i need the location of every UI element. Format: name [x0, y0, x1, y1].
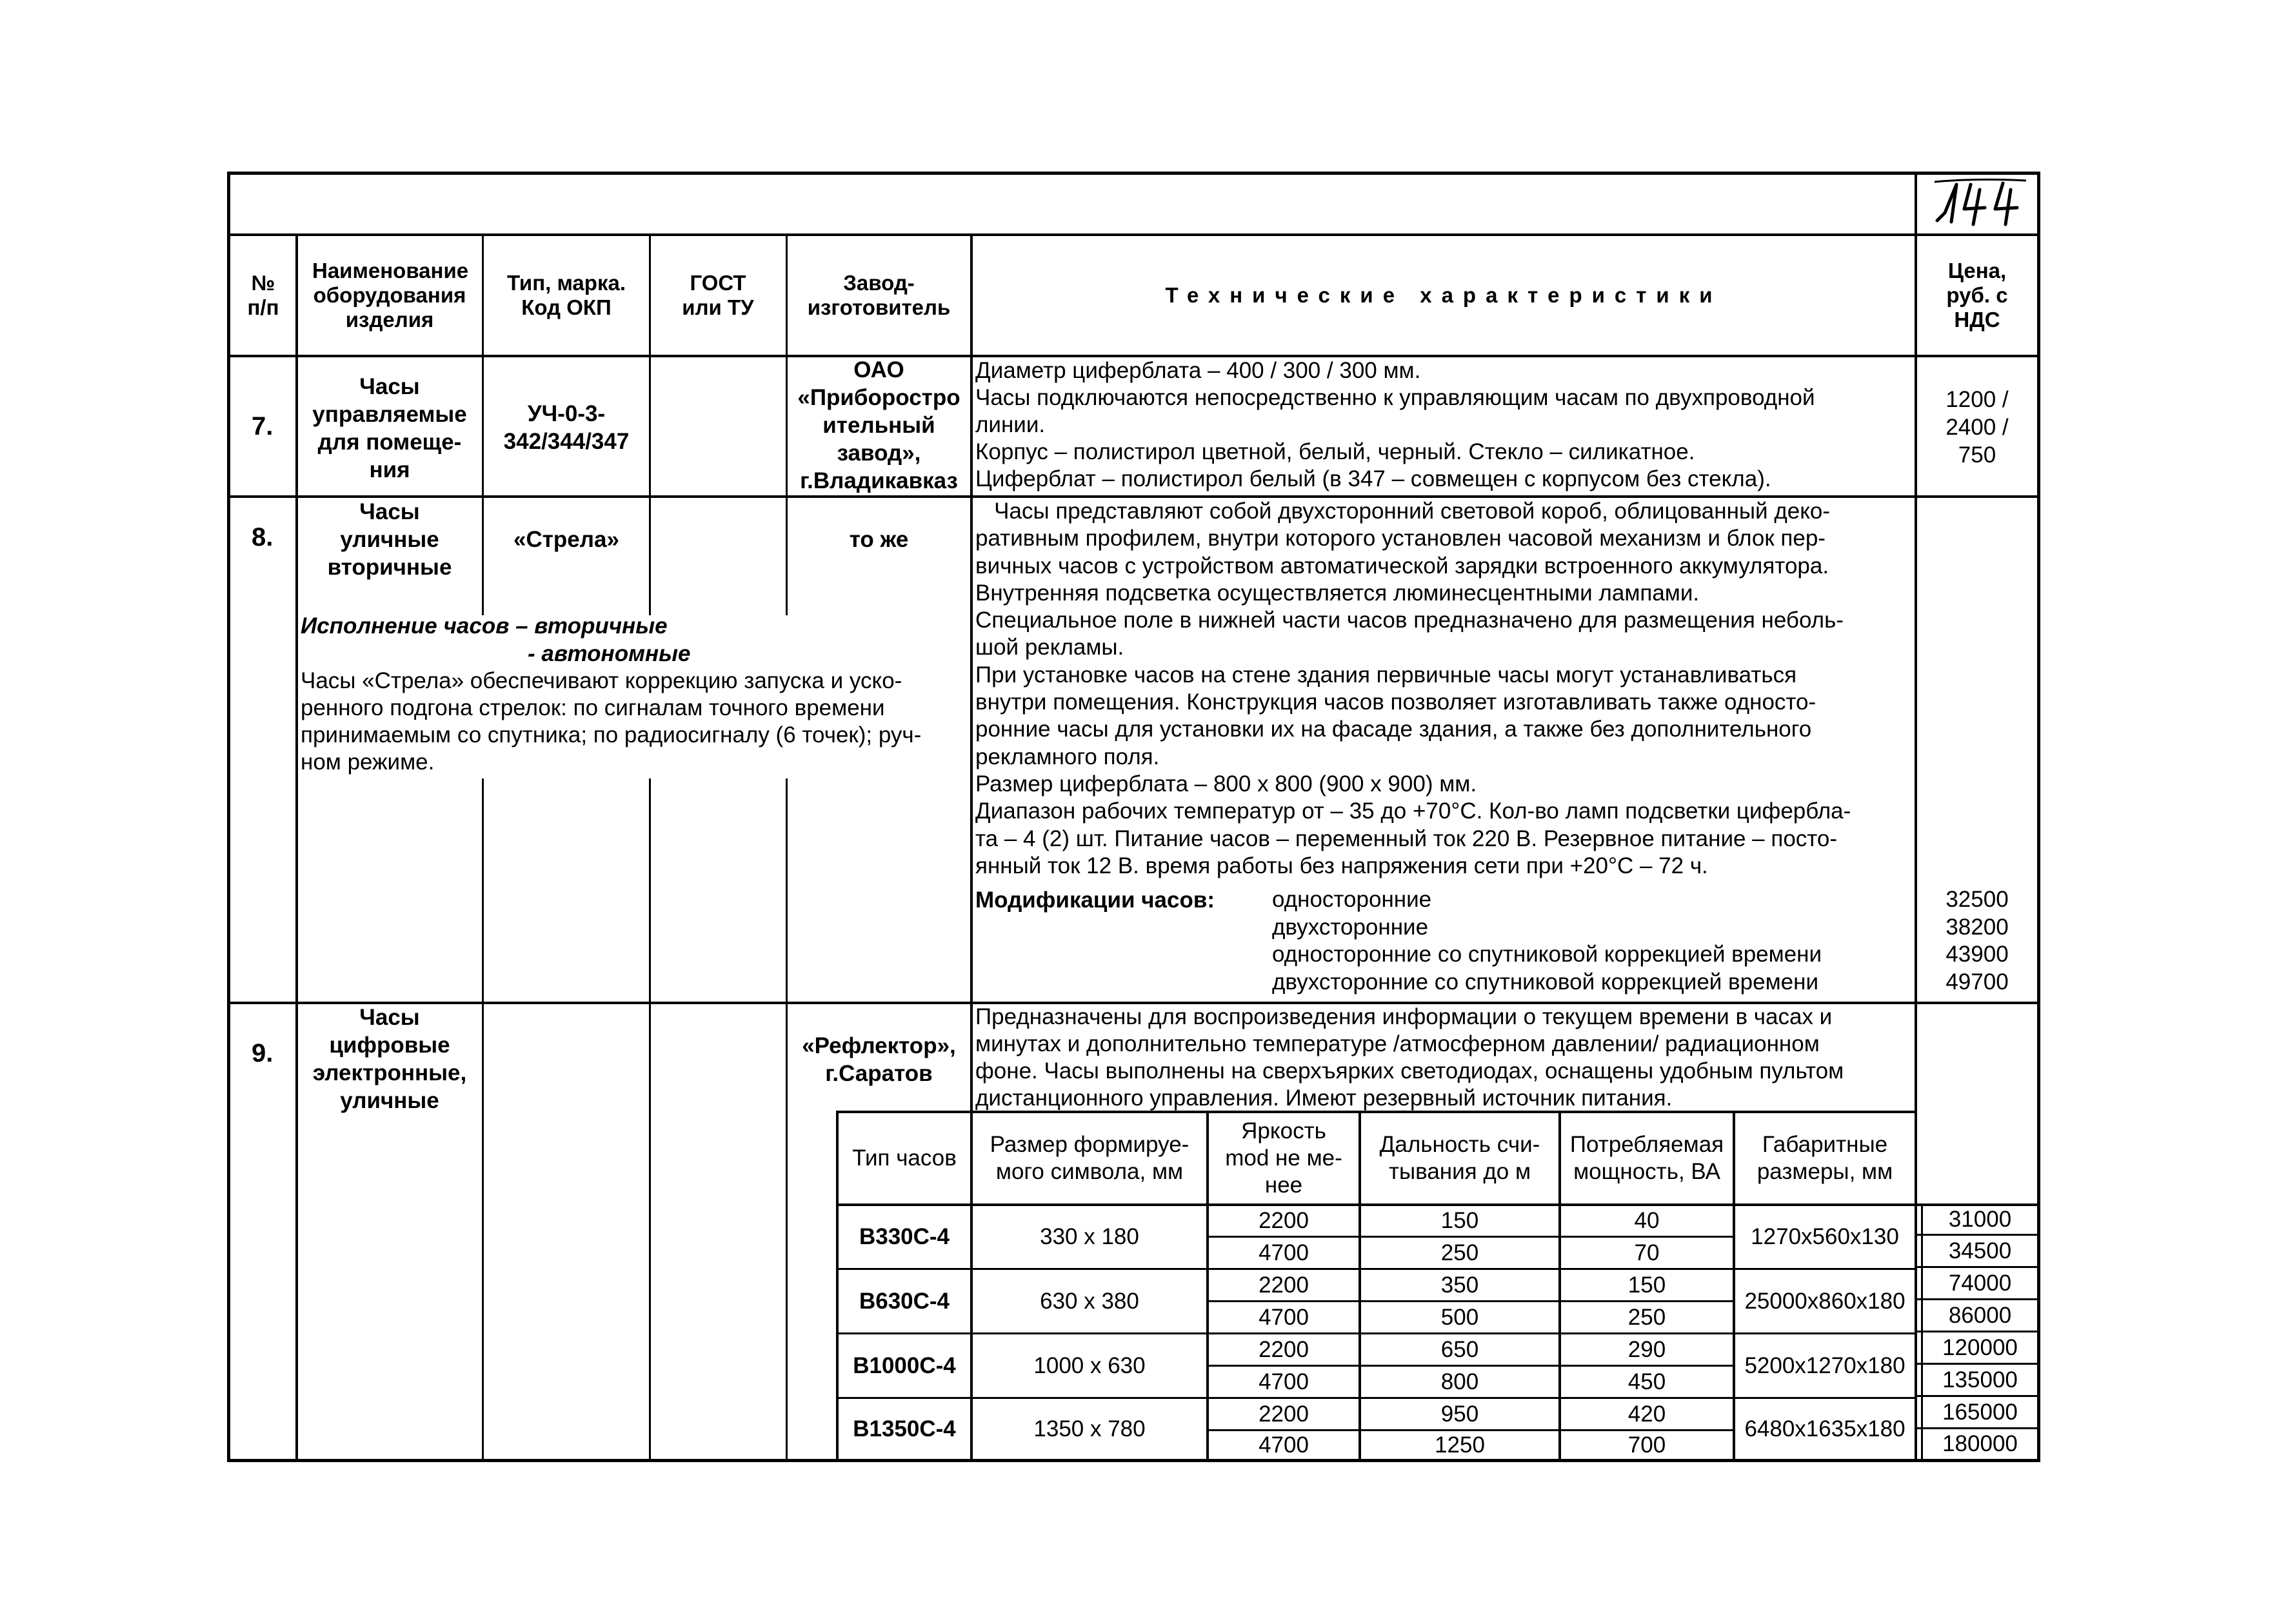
row8-tech-line-8: внутри помещения. Конструкция часов позволяет изготавливать также односто-	[975, 689, 1816, 715]
row7-number: 7.	[252, 412, 274, 441]
model-2-r2-brightness: 4700	[1259, 1304, 1309, 1330]
model-1-type: В330С-4	[859, 1224, 950, 1249]
row9-number: 9.	[252, 1039, 274, 1067]
row8-tech-line-9: ронние часы для установки их на фасаде здания, а также без дополнительного	[975, 717, 1812, 742]
frame-left	[227, 172, 230, 1462]
model-4-r2-price: 180000	[1942, 1431, 2018, 1456]
row8-mod-price-4: 49700	[1946, 969, 2009, 995]
row7-name-line-4: ния	[369, 457, 410, 482]
row8-mod-price-1: 32500	[1946, 887, 2009, 912]
model-1-r1-power: 40	[1634, 1208, 1660, 1233]
row8-mod-1: односторонние	[1272, 887, 1432, 912]
page-number	[1926, 173, 2035, 232]
col-line-2b	[482, 778, 484, 1461]
row8-mod-label: Модификации часов:	[975, 887, 1215, 913]
model-2-r2-power: 250	[1627, 1304, 1666, 1330]
row8-mod-price-3: 43900	[1946, 942, 2009, 967]
row9-tech-line-4: дистанционного управления. Имеют резервный источник питания.	[975, 1085, 1673, 1111]
row8-mod-4: двухсторонние со спутниковой коррекцией времени	[1272, 969, 1818, 995]
row8-exec-sub: - автономные	[528, 641, 691, 666]
model-3-r2-brightness: 4700	[1259, 1369, 1309, 1394]
row9-tech-line-2: минутах и дополнительно температуре /атмосферном давлении/ радиационном	[975, 1031, 1820, 1056]
row7-maker-line-3: ительный	[822, 413, 935, 438]
model-1-r1-price: 31000	[1948, 1207, 2012, 1232]
header-maker: Завод-изготовитель	[807, 271, 951, 319]
col-line-4b	[786, 778, 788, 1461]
row7-tech	[975, 357, 1911, 493]
row8-tech-line-13: та – 4 (2) шт. Питание часов – переменный ток 220 В. Резервное питание – посто-	[975, 826, 1838, 851]
page-number-box-divider	[1915, 172, 1917, 236]
model-3-dims: 5200х1270х180	[1744, 1352, 1906, 1378]
row7-type-line-1: УЧ-0-3-	[527, 401, 606, 426]
row7-name-line-2: управляемые	[312, 402, 467, 427]
row8-tech-line-2: ративным профилем, внутри которого установлен часовой механизм и блок пер-	[975, 526, 1826, 551]
col-line-5	[970, 235, 973, 1112]
model-2-r2-price: 86000	[1948, 1302, 2012, 1328]
row8-desc-line-1: Часы «Стрела» обеспечивают коррекцию запуска и уско-	[301, 668, 902, 693]
model-4-size: 1350 х 780	[1033, 1416, 1146, 1441]
row8-exec-title: Исполнение часов – вторичные	[301, 613, 668, 639]
model-1-r1-distance: 150	[1440, 1208, 1479, 1233]
model-1-r2-price: 34500	[1948, 1238, 2012, 1263]
model-4-r2-power: 700	[1627, 1432, 1666, 1458]
row8-mod-3: односторонние со спутниковой коррекцией времени	[1272, 942, 1822, 967]
row7-name	[298, 373, 481, 484]
subtable-header-brightness: Яркость mod не ме-нее	[1225, 1118, 1342, 1198]
model-3-r1-distance: 650	[1440, 1336, 1479, 1362]
model-4-type: В1350С-4	[853, 1416, 956, 1441]
header-price: Цена, руб. с НДС	[1946, 259, 2008, 332]
row9-tech	[975, 1004, 1911, 1112]
frame-right	[2037, 172, 2040, 1462]
header-number: № п/п	[247, 271, 279, 319]
header-type: Тип, марка. Код ОКП	[507, 271, 626, 319]
model-3-r1-price: 120000	[1942, 1334, 2018, 1360]
row8-desc-line-4: ном режиме.	[301, 749, 435, 775]
header-gost: ГОСТ или ТУ	[682, 271, 754, 319]
row8-desc-line-2: ренного подгона стрелок: по сигналам точного времени	[301, 695, 885, 720]
model-1-r2-brightness: 4700	[1259, 1240, 1309, 1265]
row8-maker: то же	[849, 527, 909, 552]
row8-name	[298, 498, 481, 581]
row8-name-line-3: вторичные	[327, 555, 452, 580]
row8-tech-line-3: вичных часов с устройством автоматической зарядки встроенного аккумулятора.	[975, 553, 1829, 579]
model-2-r1-power: 150	[1627, 1272, 1666, 1298]
model-3-r2-power: 450	[1627, 1369, 1666, 1394]
row7-name-line-1: Часы	[359, 374, 420, 399]
row8-name-line-2: уличные	[340, 527, 439, 552]
model-4-r1-price: 165000	[1942, 1399, 2018, 1425]
header-tech: Технические характеристики	[1165, 283, 1722, 307]
row7-maker	[788, 356, 970, 495]
row7-price-line-2: 2400 /	[1946, 415, 2009, 440]
row9-name-line-4: уличные	[340, 1088, 439, 1113]
model-1-r2-distance: 250	[1440, 1240, 1479, 1265]
subtable-header-type: Тип часов	[852, 1145, 957, 1171]
row9-name-line-2: цифровые	[329, 1033, 450, 1058]
subtable-header-distance: Дальность счи-тывания до м	[1379, 1132, 1540, 1184]
row7-price	[1917, 386, 2037, 469]
row9-name-line-3: электронные,	[312, 1060, 467, 1085]
row7-price-line-3: 750	[1958, 442, 1996, 468]
subtable-header-dims: Габаритные размеры, мм	[1757, 1132, 1893, 1184]
model-3-r2-price: 135000	[1942, 1367, 2018, 1392]
handwritten-page-number	[1932, 175, 2029, 230]
row7-price-line-1: 1200 /	[1946, 387, 2009, 412]
model-2-r1-distance: 350	[1440, 1272, 1479, 1298]
row8-mod-2: двухсторонние	[1272, 914, 1429, 940]
model-2-r1-brightness: 2200	[1259, 1272, 1309, 1298]
row8-name-line-1: Часы	[359, 499, 420, 524]
row7-tech-line-4: Корпус – полистирол цветной, белый, черный. Стекло – силикатное.	[975, 439, 1695, 464]
row8-type: «Стрела»	[513, 527, 619, 552]
frame-top	[227, 172, 2040, 175]
row7-tech-line-2: Часы подключаются непосредственно к управляющим часам по двухпроводной	[975, 385, 1815, 410]
row9-maker-line-2: г.Саратов	[825, 1061, 933, 1086]
model-4-r1-distance: 950	[1440, 1401, 1479, 1427]
model-2-size: 630 х 380	[1040, 1288, 1139, 1314]
model-3-r1-power: 290	[1627, 1336, 1666, 1362]
row8-mods	[1272, 886, 1911, 996]
row9-maker	[788, 1032, 970, 1087]
row7-type	[484, 400, 649, 455]
row7-maker-line-5: г.Владикавказ	[800, 468, 958, 493]
model-2-dims: 25000х860х180	[1744, 1288, 1906, 1314]
model-2-r2-distance: 500	[1440, 1304, 1479, 1330]
row7-maker-line-4: завод»,	[837, 441, 921, 466]
model-3-r2-distance: 800	[1440, 1369, 1479, 1394]
row8-desc-line-3: принимаемым со спутника; по радиосигналу (6 точек); руч-	[301, 722, 922, 748]
model-3-type: В1000С-4	[853, 1352, 956, 1378]
model-4-dims: 6480х1635х180	[1744, 1416, 1906, 1441]
row7-type-line-2: 342/344/347	[503, 429, 630, 454]
model-3-size: 1000 х 630	[1033, 1352, 1146, 1378]
row8-number: 8.	[252, 523, 274, 551]
row9-maker-line-1: «Рефлектор»,	[802, 1033, 956, 1058]
row8-mod-prices	[1917, 886, 2037, 996]
model-4-r2-brightness: 4700	[1259, 1432, 1309, 1458]
row7-name-line-3: для помеще-	[317, 430, 462, 455]
frame-bottom	[227, 1459, 2040, 1462]
row8-tech-line-6: шой рекламы.	[975, 635, 1124, 660]
row7-tech-line-3: линии.	[975, 412, 1046, 437]
row8-tech	[975, 498, 1911, 880]
row8-tech-line-5: Специальное поле в нижней части часов предназначено для размещения неболь-	[975, 608, 1844, 633]
model-4-r1-brightness: 2200	[1259, 1401, 1309, 1427]
row8-tech-line-1: Часы представляют собой двухсторонний световой короб, облицованный деко-	[975, 499, 1831, 524]
model-1-r1-brightness: 2200	[1259, 1208, 1309, 1233]
model-4-r2-distance: 1250	[1435, 1432, 1485, 1458]
model-1-r2-power: 70	[1634, 1240, 1660, 1265]
subtable-header-power: Потребляемая мощность, ВА	[1569, 1132, 1724, 1184]
row7-maker-line-2: «Приборостро	[797, 385, 960, 410]
col-line-3b	[649, 778, 651, 1461]
row8-tech-line-7: При установке часов на стене здания первичные часы могут устанавливаться	[975, 662, 1797, 688]
row8-tech-line-11: Размер циферблата – 800 х 800 (900 х 900) мм.	[975, 771, 1477, 797]
row9-name-line-1: Часы	[359, 1005, 420, 1030]
subtable-col-price	[1915, 1111, 1917, 1461]
row8-tech-line-12: Диапазон рабочих температур от – 35 до +70°С. Кол-во ламп подсветки цифербла-	[975, 798, 1851, 824]
model-1-dims: 1270х560х130	[1751, 1224, 1899, 1249]
header-name: Наименование оборудования изделия	[312, 259, 469, 332]
row9-tech-line-1: Предназначены для воспроизведения информации о текущем времени в часах и	[975, 1004, 1833, 1029]
model-4-r1-power: 420	[1627, 1401, 1666, 1427]
model-2-r1-price: 74000	[1948, 1270, 2012, 1296]
row8-tech-line-10: рекламного поля.	[975, 744, 1160, 769]
row8-tech-line-14: янный ток 12 В. время работы без напряжения сети при +20°С – 72 ч.	[975, 853, 1708, 878]
model-3-r1-brightness: 2200	[1259, 1336, 1309, 1362]
row9-name	[298, 1004, 481, 1114]
row9-tech-line-3: фоне. Часы выполнены на сверхъярких светодиодах, оснащены удобным пультом	[975, 1058, 1844, 1084]
model-2-type: В630С-4	[859, 1288, 950, 1314]
model-1-size: 330 х 180	[1040, 1224, 1139, 1249]
row8-tech-line-4: Внутренняя подсветка осуществляется люминесцентными лампами.	[975, 580, 1700, 606]
row8-mod-price-2: 38200	[1946, 914, 2009, 940]
subtable-header-size: Размер формируе-мого символа, мм	[990, 1132, 1189, 1184]
row7-tech-line-5: Циферблат – полистирол белый (в 347 – совмещен с корпусом без стекла).	[975, 466, 1771, 491]
row8-description	[301, 668, 969, 776]
row7-maker-line-1: ОАО	[853, 357, 904, 382]
row7-tech-line-1: Диаметр циферблата – 400 / 300 / 300 мм.	[975, 358, 1421, 383]
